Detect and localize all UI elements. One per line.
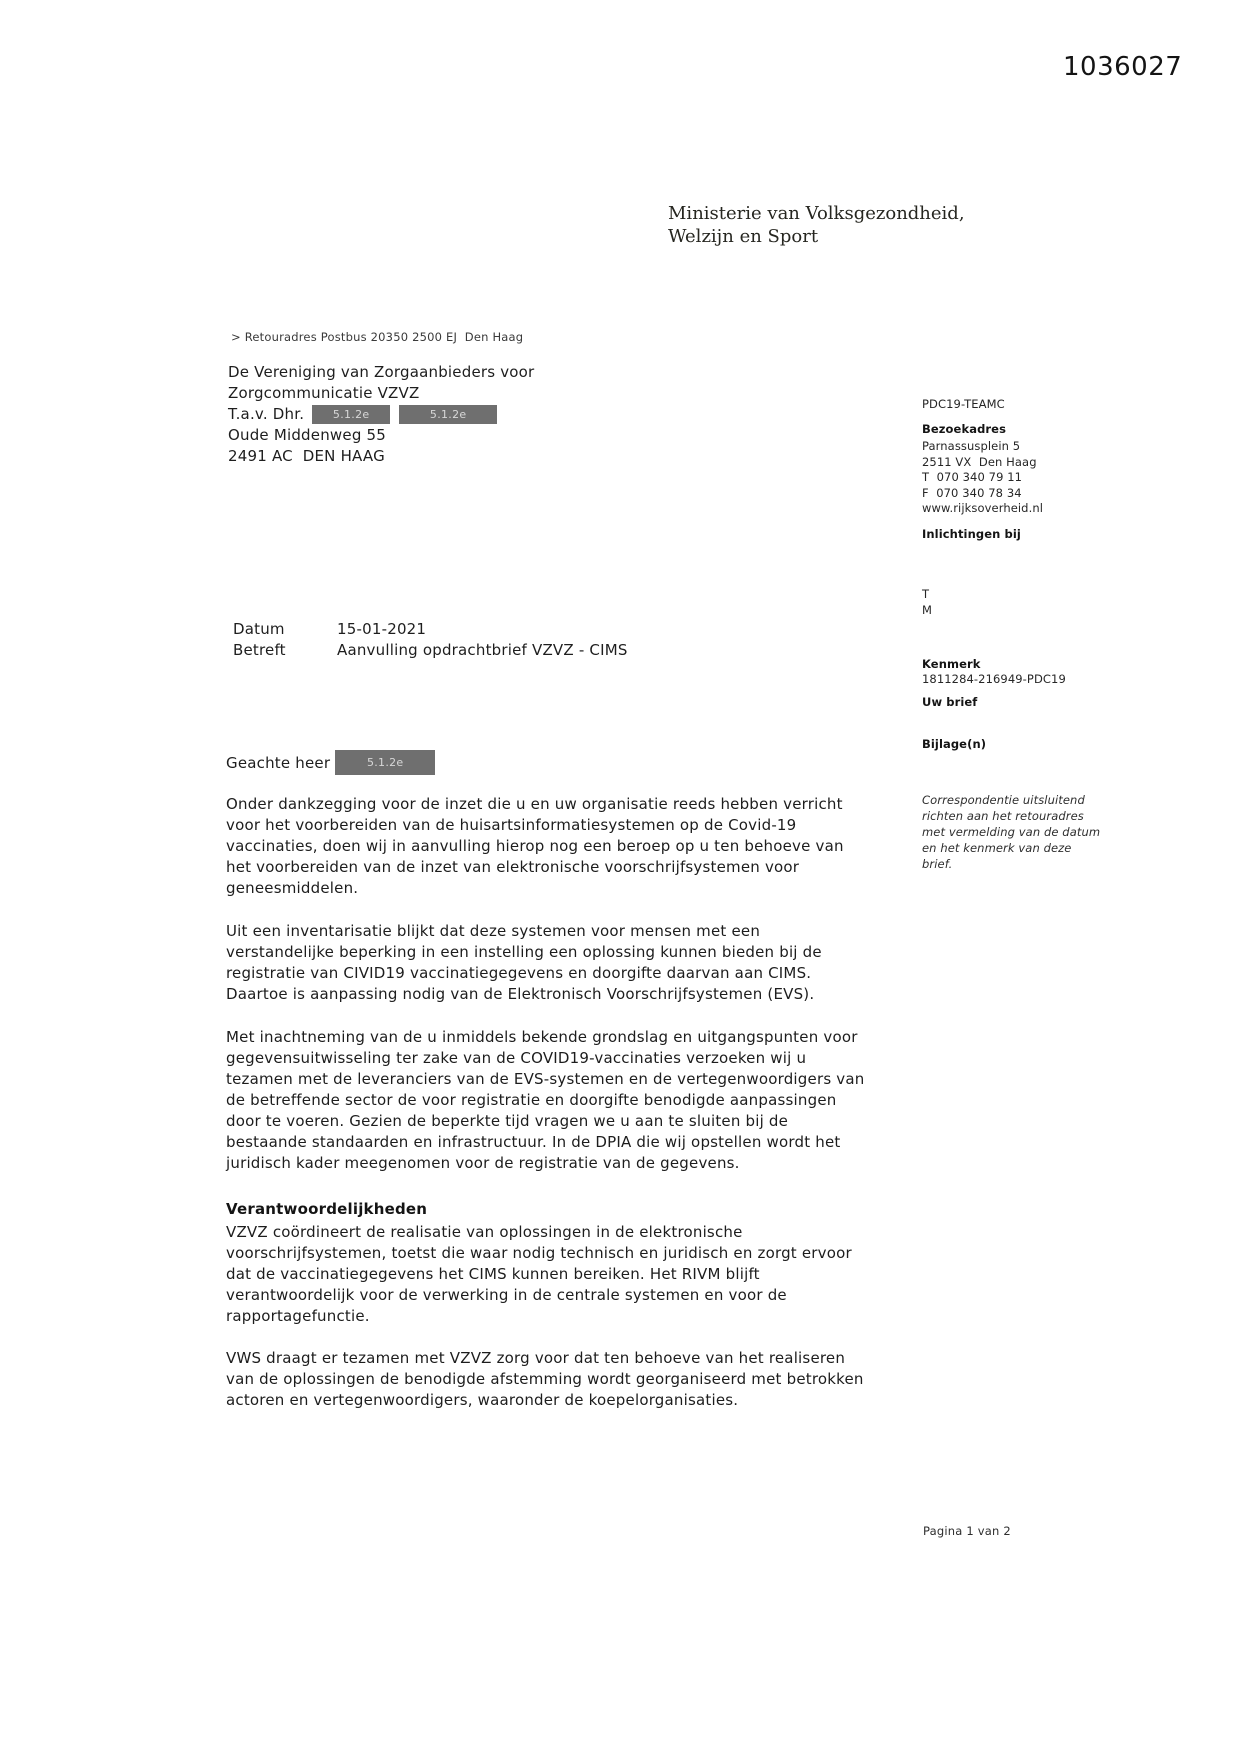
sidebar-contact-block: [922, 587, 1102, 618]
text-line: het voorbereiden van de inzet van elektronische voorschrijfsystemen voor: [226, 858, 800, 876]
datum-value: 15-01-2021: [337, 620, 427, 638]
ministry-wordmark: [668, 202, 965, 248]
text-line: F 070 340 78 34: [922, 485, 1022, 500]
recipient-street: Oude Middenweg 55: [228, 426, 386, 444]
text-line: dat de vaccinatiegegevens het CIMS kunnen bereiken. Het RIVM blijft: [226, 1265, 760, 1283]
return-address: > Retouradres Postbus 20350 2500 EJ Den Haag: [231, 330, 524, 344]
text-line: Onder dankzegging voor de inzet die u en uw organisatie reeds hebben verricht: [226, 795, 843, 813]
ministry-line2: Welzijn en Sport: [668, 226, 819, 247]
text-line: de betreffende sector de voor registratie en doorgifte benodigde aanpassingen: [226, 1091, 837, 1109]
recipient-city: 2491 AC DEN HAAG: [228, 447, 385, 465]
document-id: 1036027: [1063, 52, 1183, 82]
sidebar-contact-t: T: [922, 587, 930, 601]
section-heading: Verantwoordelijkheden: [226, 1200, 428, 1218]
paragraph-4: [226, 1222, 852, 1327]
text-line: vaccinaties, doen wij in aanvulling hierop nog een beroep op u ten behoeve van: [226, 837, 844, 855]
page-indicator: Pagina 1 van 2: [923, 1524, 1011, 1538]
text-line: Daartoe is aanpassing nodig van de Elektronisch Voorschrijfsystemen (EVS).: [226, 985, 815, 1003]
attn-prefix: T.a.v. Dhr.: [228, 405, 305, 423]
text-line: tezamen met de leveranciers van de EVS-systemen en de vertegenwoordigers van: [226, 1070, 865, 1088]
sidebar-inlichtingen-label: Inlichtingen bij: [922, 527, 1021, 541]
text-line: richten aan het retouradres: [922, 809, 1084, 823]
text-line: met vermelding van de datum: [922, 825, 1101, 839]
salutation-text: Geachte heer: [226, 753, 331, 772]
text-line: juridisch kader meegenomen voor de registratie van de gegevens.: [226, 1154, 740, 1172]
recipient-attn-row: [228, 404, 534, 425]
salutation-row: [226, 750, 435, 775]
recipient-org-line1: De Vereniging van Zorgaanbieders voor: [228, 363, 535, 381]
text-line: en het kenmerk van deze: [922, 841, 1072, 855]
text-line: brief.: [922, 857, 953, 871]
text-line: VZVZ coördineert de realisatie van oplossingen in de elektronische: [226, 1223, 743, 1241]
sidebar-kenmerk-value: 1811284-216949-PDC19: [922, 672, 1066, 686]
sidebar-visit-address: [922, 439, 1102, 517]
text-line: gegevensuitwisseling ter zake van de COVID19-vaccinaties verzoeken wij u: [226, 1049, 807, 1067]
meta-row-betreft: [233, 640, 628, 661]
sidebar-team: PDC19-TEAMC: [922, 397, 1005, 411]
sidebar-contact-m: M: [922, 602, 933, 617]
meta-row-datum: [233, 619, 628, 640]
text-line: www.rijksoverheid.nl: [922, 501, 1044, 515]
text-line: T 070 340 79 11: [922, 470, 1023, 484]
paragraph-2: [226, 921, 822, 1005]
paragraph-1: [226, 794, 844, 899]
text-line: registratie van CIVID19 vaccinatiegegevens en doorgifte daarvan aan CIMS.: [226, 964, 812, 982]
recipient-org-line2: Zorgcommunicatie VZVZ: [228, 384, 420, 402]
text-line: verstandelijke beperking in een instelling een oplossing kunnen bieden bij de: [226, 943, 822, 961]
text-line: actoren en vertegenwoordigers, waaronder de koepelorganisaties.: [226, 1391, 739, 1409]
sidebar-bezoekadres-label: Bezoekadres: [922, 422, 1007, 436]
letter-meta-block: [233, 619, 628, 661]
text-line: door te voeren. Gezien de beperkte tijd vragen we u aan te sluiten bij de: [226, 1112, 789, 1130]
text-line: van de oplossingen de benodigde afstemming wordt georganiseerd met betrokken: [226, 1370, 864, 1388]
ministry-line1: Ministerie van Volksgezondheid,: [668, 203, 965, 224]
recipient-address-block: [228, 362, 534, 467]
text-line: verantwoordelijk voor de verwerking in de centrale systemen en voor de: [226, 1286, 787, 1304]
text-line: VWS draagt er tezamen met VZVZ zorg voor dat ten behoeve van het realiseren: [226, 1349, 846, 1367]
betreft-value: Aanvulling opdrachtbrief VZVZ - CIMS: [337, 641, 628, 659]
paragraph-5: [226, 1348, 864, 1411]
redaction-box-1: 5.1.2e: [312, 405, 390, 424]
text-line: voor het voorbereiden van de huisartsinformatiesystemen op de Covid-19: [226, 816, 797, 834]
datum-label: Datum: [233, 620, 285, 638]
sidebar-kenmerk-label: Kenmerk: [922, 657, 981, 671]
text-line: Uit een inventarisatie blijkt dat deze systemen voor mensen met een: [226, 922, 761, 940]
text-line: Parnassusplein 5: [922, 439, 1021, 453]
salutation-redaction-box: 5.1.2e: [335, 750, 435, 775]
text-line: Met inachtneming van de u inmiddels bekende grondslag en uitgangspunten voor: [226, 1028, 858, 1046]
betreft-label: Betreft: [233, 641, 286, 659]
text-line: rapportagefunctie.: [226, 1307, 370, 1325]
paragraph-3: [226, 1027, 864, 1174]
sidebar-correspondence-note: [922, 792, 1102, 872]
text-line: voorschrijfsystemen, toetst die waar nodig technisch en juridisch en zorgt ervoor: [226, 1244, 852, 1262]
text-line: bestaande standaarden en infrastructuur. In de DPIA die wij opstellen wordt het: [226, 1133, 841, 1151]
text-line: geneesmiddelen.: [226, 879, 359, 897]
sidebar-uw-brief-label: Uw brief: [922, 695, 978, 709]
redaction-box-2: 5.1.2e: [399, 405, 497, 424]
sidebar-bijlage-label: Bijlage(n): [922, 737, 987, 751]
text-line: 2511 VX Den Haag: [922, 454, 1037, 469]
text-line: Correspondentie uitsluitend: [922, 793, 1085, 807]
